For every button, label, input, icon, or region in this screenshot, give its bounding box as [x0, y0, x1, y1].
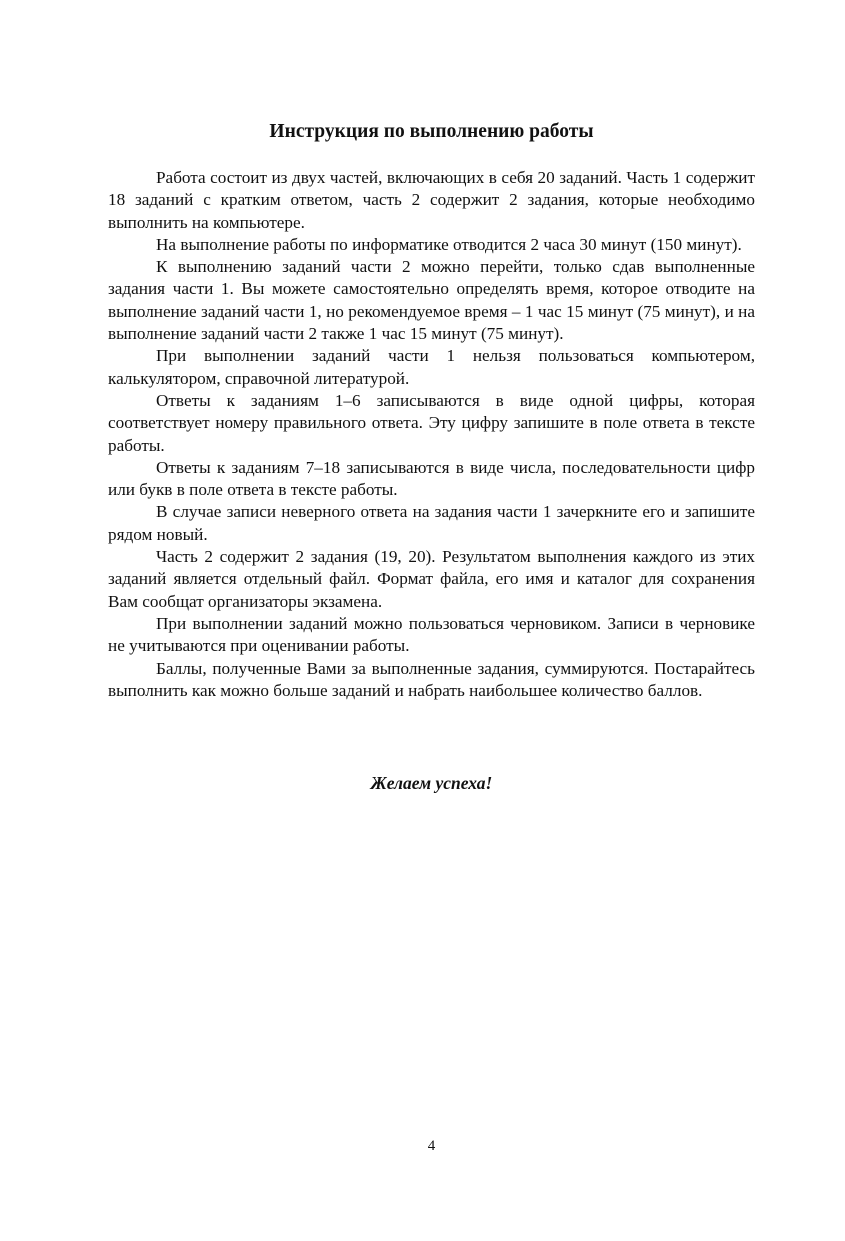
instructions-body	[108, 167, 755, 702]
closing-wish: Желаем успеха!	[370, 773, 493, 793]
page-number: 4	[427, 1138, 436, 1154]
paragraph: Часть 2 содержит 2 задания (19, 20). Результатом выполнения каждого из этих заданий является отдельный файл. Формат файла, его имя и каталог для сохранения Вам сообщат организаторы экзамена.	[108, 547, 755, 611]
paragraph: Баллы, полученные Вами за выполненные задания, суммируются. Постарайтесь выполнить как можно больше заданий и набрать наибольшее количество баллов.	[108, 658, 755, 700]
page-title: Инструкция по выполнению работы	[269, 121, 594, 142]
paragraph: Ответы к заданиям 7–18 записываются в виде числа, последовательности цифр или букв в поле ответа в тексте работы.	[108, 457, 755, 500]
paragraph: Ответы к заданиям 1–6 записываются в виде одной цифры, которая соответствует номеру правильного ответа. Эту цифру запишите в поле ответа в тексте работы.	[108, 390, 755, 455]
paragraph: Работа состоит из двух частей, включающих в себя 20 заданий. Часть 1 содержит 18 заданий с кратким ответом, часть 2 содержит 2 задания, которые необходимо выполнить на компьютере.	[108, 168, 755, 232]
paragraph: В случае записи неверного ответа на задания части 1 зачеркните его и запишите рядом новый.	[108, 502, 755, 544]
paragraph: При выполнении заданий части 1 нельзя пользоваться компьютером, калькулятором, справочной литературой.	[108, 346, 755, 388]
paragraph: На выполнение работы по информатике отводится 2 часа 30 минут (150 минут).	[156, 234, 742, 254]
paragraph: К выполнению заданий части 2 можно перейти, только сдав выполненные задания части 1. Вы можете самостоятельно определять время, которое отводите на выполнение заданий части 1, но рекомендуемое время – 1 час 15 минут (75 минут), и на выполнение заданий части 2 также 1 час 15 минут (75 минут).	[108, 257, 755, 344]
paragraph: При выполнении заданий можно пользоваться черновиком. Записи в черновике не учитываются при оценивании работы.	[108, 613, 755, 656]
